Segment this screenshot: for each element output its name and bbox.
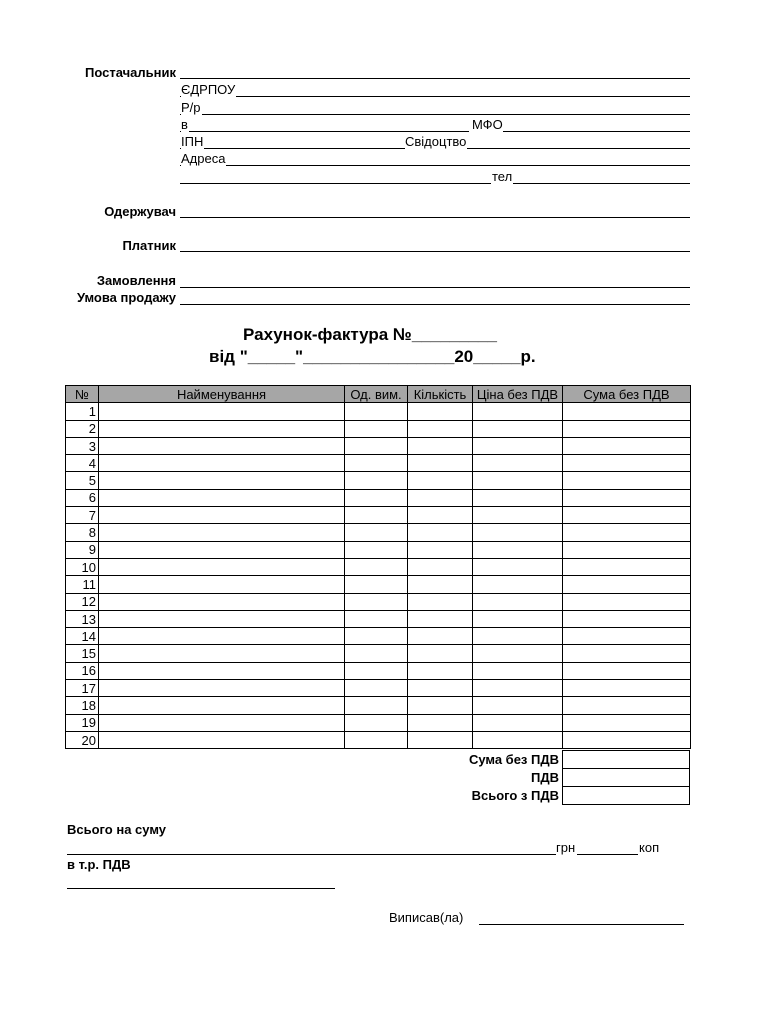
table-row (66, 489, 691, 506)
row-number: 12 (66, 593, 99, 610)
row-name-cell[interactable] (99, 697, 345, 714)
row-price-cell[interactable] (473, 714, 563, 731)
total-amount-line[interactable] (67, 854, 556, 855)
row-unit-cell[interactable] (345, 662, 408, 679)
table-row (66, 628, 691, 645)
row-price-cell[interactable] (473, 558, 563, 575)
row-quantity-cell[interactable] (408, 731, 473, 748)
address-label: Адреса (181, 151, 226, 166)
row-number: 17 (66, 680, 99, 697)
invoice-date: від "_____"________________20_____р. (209, 347, 536, 366)
sale-terms-label: Умова продажу (77, 290, 176, 305)
row-sum-cell[interactable] (563, 489, 691, 506)
row-name-cell[interactable] (99, 524, 345, 541)
row-unit-cell[interactable] (345, 489, 408, 506)
row-unit-cell[interactable] (345, 420, 408, 437)
table-row (66, 420, 691, 437)
including-vat-label: в т.р. ПДВ (67, 857, 131, 872)
table-header-row (66, 386, 691, 403)
kop-line[interactable] (577, 854, 638, 855)
row-quantity-cell[interactable] (408, 662, 473, 679)
row-quantity-cell[interactable] (408, 628, 473, 645)
payer-line[interactable] (180, 251, 690, 252)
row-price-cell[interactable] (473, 680, 563, 697)
row-name-cell[interactable] (99, 420, 345, 437)
row-unit-cell[interactable] (345, 610, 408, 627)
table-row (66, 731, 691, 748)
row-name-cell[interactable] (99, 714, 345, 731)
row-quantity-cell[interactable] (408, 541, 473, 558)
table-row (66, 541, 691, 558)
row-price-cell[interactable] (473, 472, 563, 489)
totals-row (450, 787, 690, 805)
col-number: № (66, 386, 99, 403)
row-price-cell[interactable] (473, 541, 563, 558)
row-unit-cell[interactable] (345, 472, 408, 489)
account-label: Р/р (181, 100, 201, 115)
row-sum-cell[interactable] (563, 437, 691, 454)
supplier-label: Постачальник (85, 65, 176, 80)
row-sum-cell[interactable] (563, 697, 691, 714)
col-quantity: Кількість (408, 386, 473, 403)
issued-by-label: Виписав(ла) (389, 910, 464, 925)
row-unit-cell[interactable] (345, 524, 408, 541)
row-sum-cell[interactable] (563, 472, 691, 489)
row-quantity-cell[interactable] (408, 714, 473, 731)
row-unit-cell[interactable] (345, 403, 408, 420)
row-name-cell[interactable] (99, 403, 345, 420)
row-sum-cell[interactable] (563, 593, 691, 610)
table-row (66, 680, 691, 697)
table-row (66, 593, 691, 610)
address-line[interactable] (180, 165, 690, 166)
row-name-cell[interactable] (99, 628, 345, 645)
row-unit-cell[interactable] (345, 437, 408, 454)
row-number: 20 (66, 731, 99, 748)
ipn-label: ІПН (181, 134, 204, 149)
row-number: 15 (66, 645, 99, 662)
row-price-cell[interactable] (473, 489, 563, 506)
row-name-cell[interactable] (99, 489, 345, 506)
row-name-cell[interactable] (99, 576, 345, 593)
row-quantity-cell[interactable] (408, 420, 473, 437)
row-price-cell[interactable] (473, 524, 563, 541)
row-sum-cell[interactable] (563, 403, 691, 420)
row-name-cell[interactable] (99, 541, 345, 558)
table-row (66, 403, 691, 420)
row-sum-cell[interactable] (563, 558, 691, 575)
account-line[interactable] (180, 114, 690, 115)
row-price-cell[interactable] (473, 437, 563, 454)
row-quantity-cell[interactable] (408, 680, 473, 697)
row-price-cell[interactable] (473, 697, 563, 714)
bank-line[interactable] (180, 131, 469, 132)
row-quantity-cell[interactable] (408, 437, 473, 454)
row-sum-cell[interactable] (563, 507, 691, 524)
row-name-cell[interactable] (99, 437, 345, 454)
row-unit-cell[interactable] (345, 507, 408, 524)
row-number: 3 (66, 437, 99, 454)
row-quantity-cell[interactable] (408, 455, 473, 472)
order-line[interactable] (180, 287, 690, 288)
row-unit-cell[interactable] (345, 541, 408, 558)
table-row (66, 507, 691, 524)
table-row (66, 524, 691, 541)
table-row (66, 610, 691, 627)
row-sum-cell[interactable] (563, 662, 691, 679)
row-quantity-cell[interactable] (408, 507, 473, 524)
row-name-cell[interactable] (99, 610, 345, 627)
row-number: 14 (66, 628, 99, 645)
invoice-title: Рахунок-фактура №_________ (243, 325, 497, 344)
col-unit: Од. вим. (345, 386, 408, 403)
payer-label: Платник (122, 238, 176, 253)
edrpou-line[interactable] (180, 96, 690, 97)
kop-label: коп (639, 840, 660, 855)
uah-label: грн (556, 840, 576, 855)
vat-label: ПДВ (531, 770, 559, 785)
table-row (66, 645, 691, 662)
row-number: 5 (66, 472, 99, 489)
sale-terms-line[interactable] (180, 304, 690, 305)
row-quantity-cell[interactable] (408, 610, 473, 627)
row-number: 10 (66, 558, 99, 575)
row-price-cell[interactable] (473, 662, 563, 679)
vat-value[interactable] (563, 769, 690, 787)
row-name-cell[interactable] (99, 593, 345, 610)
row-unit-cell[interactable] (345, 576, 408, 593)
sum-without-vat-value[interactable] (563, 751, 690, 769)
row-number: 7 (66, 507, 99, 524)
order-label: Замовлення (96, 273, 176, 288)
row-quantity-cell[interactable] (408, 472, 473, 489)
row-sum-cell[interactable] (563, 576, 691, 593)
row-unit-cell[interactable] (345, 714, 408, 731)
row-unit-cell[interactable] (345, 697, 408, 714)
row-number: 4 (66, 455, 99, 472)
row-unit-cell[interactable] (345, 455, 408, 472)
totals-row (450, 751, 690, 769)
col-price: Ціна без ПДВ (473, 386, 563, 403)
row-sum-cell[interactable] (563, 524, 691, 541)
row-price-cell[interactable] (473, 420, 563, 437)
mfo-label: МФО (472, 117, 503, 132)
sum-without-vat-label: Сума без ПДВ (468, 752, 559, 767)
table-row (66, 455, 691, 472)
row-quantity-cell[interactable] (408, 576, 473, 593)
row-unit-cell[interactable] (345, 731, 408, 748)
row-name-cell[interactable] (99, 731, 345, 748)
row-price-cell[interactable] (473, 593, 563, 610)
row-quantity-cell[interactable] (408, 489, 473, 506)
certificate-label: Свідоцтво (405, 134, 467, 149)
row-price-cell[interactable] (473, 610, 563, 627)
phone-label: тел (492, 169, 513, 184)
total-with-vat-value[interactable] (563, 787, 690, 805)
recipient-label: Одержувач (104, 204, 176, 219)
row-number: 8 (66, 524, 99, 541)
row-number: 13 (66, 610, 99, 627)
row-price-cell[interactable] (473, 645, 563, 662)
row-sum-cell[interactable] (563, 455, 691, 472)
total-amount-label: Всього на суму (67, 822, 167, 837)
row-name-cell[interactable] (99, 472, 345, 489)
table-row (66, 576, 691, 593)
row-sum-cell[interactable] (563, 420, 691, 437)
row-name-cell[interactable] (99, 558, 345, 575)
row-unit-cell[interactable] (345, 628, 408, 645)
row-unit-cell[interactable] (345, 558, 408, 575)
row-number: 19 (66, 714, 99, 731)
row-name-cell[interactable] (99, 662, 345, 679)
table-row (66, 697, 691, 714)
totals-row (450, 769, 690, 787)
row-sum-cell[interactable] (563, 541, 691, 558)
row-number: 9 (66, 541, 99, 558)
edrpou-label: ЄДРПОУ (181, 82, 236, 97)
row-number: 6 (66, 489, 99, 506)
including-vat-line[interactable] (67, 888, 335, 889)
recipient-line[interactable] (180, 217, 690, 218)
total-with-vat-label: Всього з ПДВ (471, 788, 559, 803)
address-extra-line[interactable] (180, 183, 690, 184)
row-sum-cell[interactable] (563, 645, 691, 662)
totals-table (450, 750, 690, 805)
row-number: 2 (66, 420, 99, 437)
row-unit-cell[interactable] (345, 593, 408, 610)
col-sum: Сума без ПДВ (563, 386, 691, 403)
row-price-cell[interactable] (473, 507, 563, 524)
table-row (66, 437, 691, 454)
row-sum-cell[interactable] (563, 714, 691, 731)
table-row (66, 472, 691, 489)
supplier-line[interactable] (180, 78, 690, 79)
row-price-cell[interactable] (473, 576, 563, 593)
row-name-cell[interactable] (99, 455, 345, 472)
row-price-cell[interactable] (473, 455, 563, 472)
row-sum-cell[interactable] (563, 680, 691, 697)
row-sum-cell[interactable] (563, 610, 691, 627)
row-number: 1 (66, 403, 99, 420)
row-quantity-cell[interactable] (408, 524, 473, 541)
row-number: 11 (66, 576, 99, 593)
row-name-cell[interactable] (99, 680, 345, 697)
row-quantity-cell[interactable] (408, 403, 473, 420)
row-number: 16 (66, 662, 99, 679)
row-unit-cell[interactable] (345, 645, 408, 662)
row-sum-cell[interactable] (563, 731, 691, 748)
row-name-cell[interactable] (99, 645, 345, 662)
row-name-cell[interactable] (99, 507, 345, 524)
row-quantity-cell[interactable] (408, 558, 473, 575)
mfo-line[interactable] (503, 131, 690, 132)
row-price-cell[interactable] (473, 731, 563, 748)
row-sum-cell[interactable] (563, 628, 691, 645)
table-row (66, 662, 691, 679)
bank-label: в (181, 117, 188, 132)
row-quantity-cell[interactable] (408, 645, 473, 662)
table-row (66, 714, 691, 731)
col-name: Найменування (99, 386, 345, 403)
row-number: 18 (66, 697, 99, 714)
table-row (66, 558, 691, 575)
row-price-cell[interactable] (473, 628, 563, 645)
issued-by-signature-line[interactable] (479, 924, 684, 925)
row-unit-cell[interactable] (345, 680, 408, 697)
row-price-cell[interactable] (473, 403, 563, 420)
row-quantity-cell[interactable] (408, 697, 473, 714)
row-quantity-cell[interactable] (408, 593, 473, 610)
items-table (65, 385, 691, 749)
